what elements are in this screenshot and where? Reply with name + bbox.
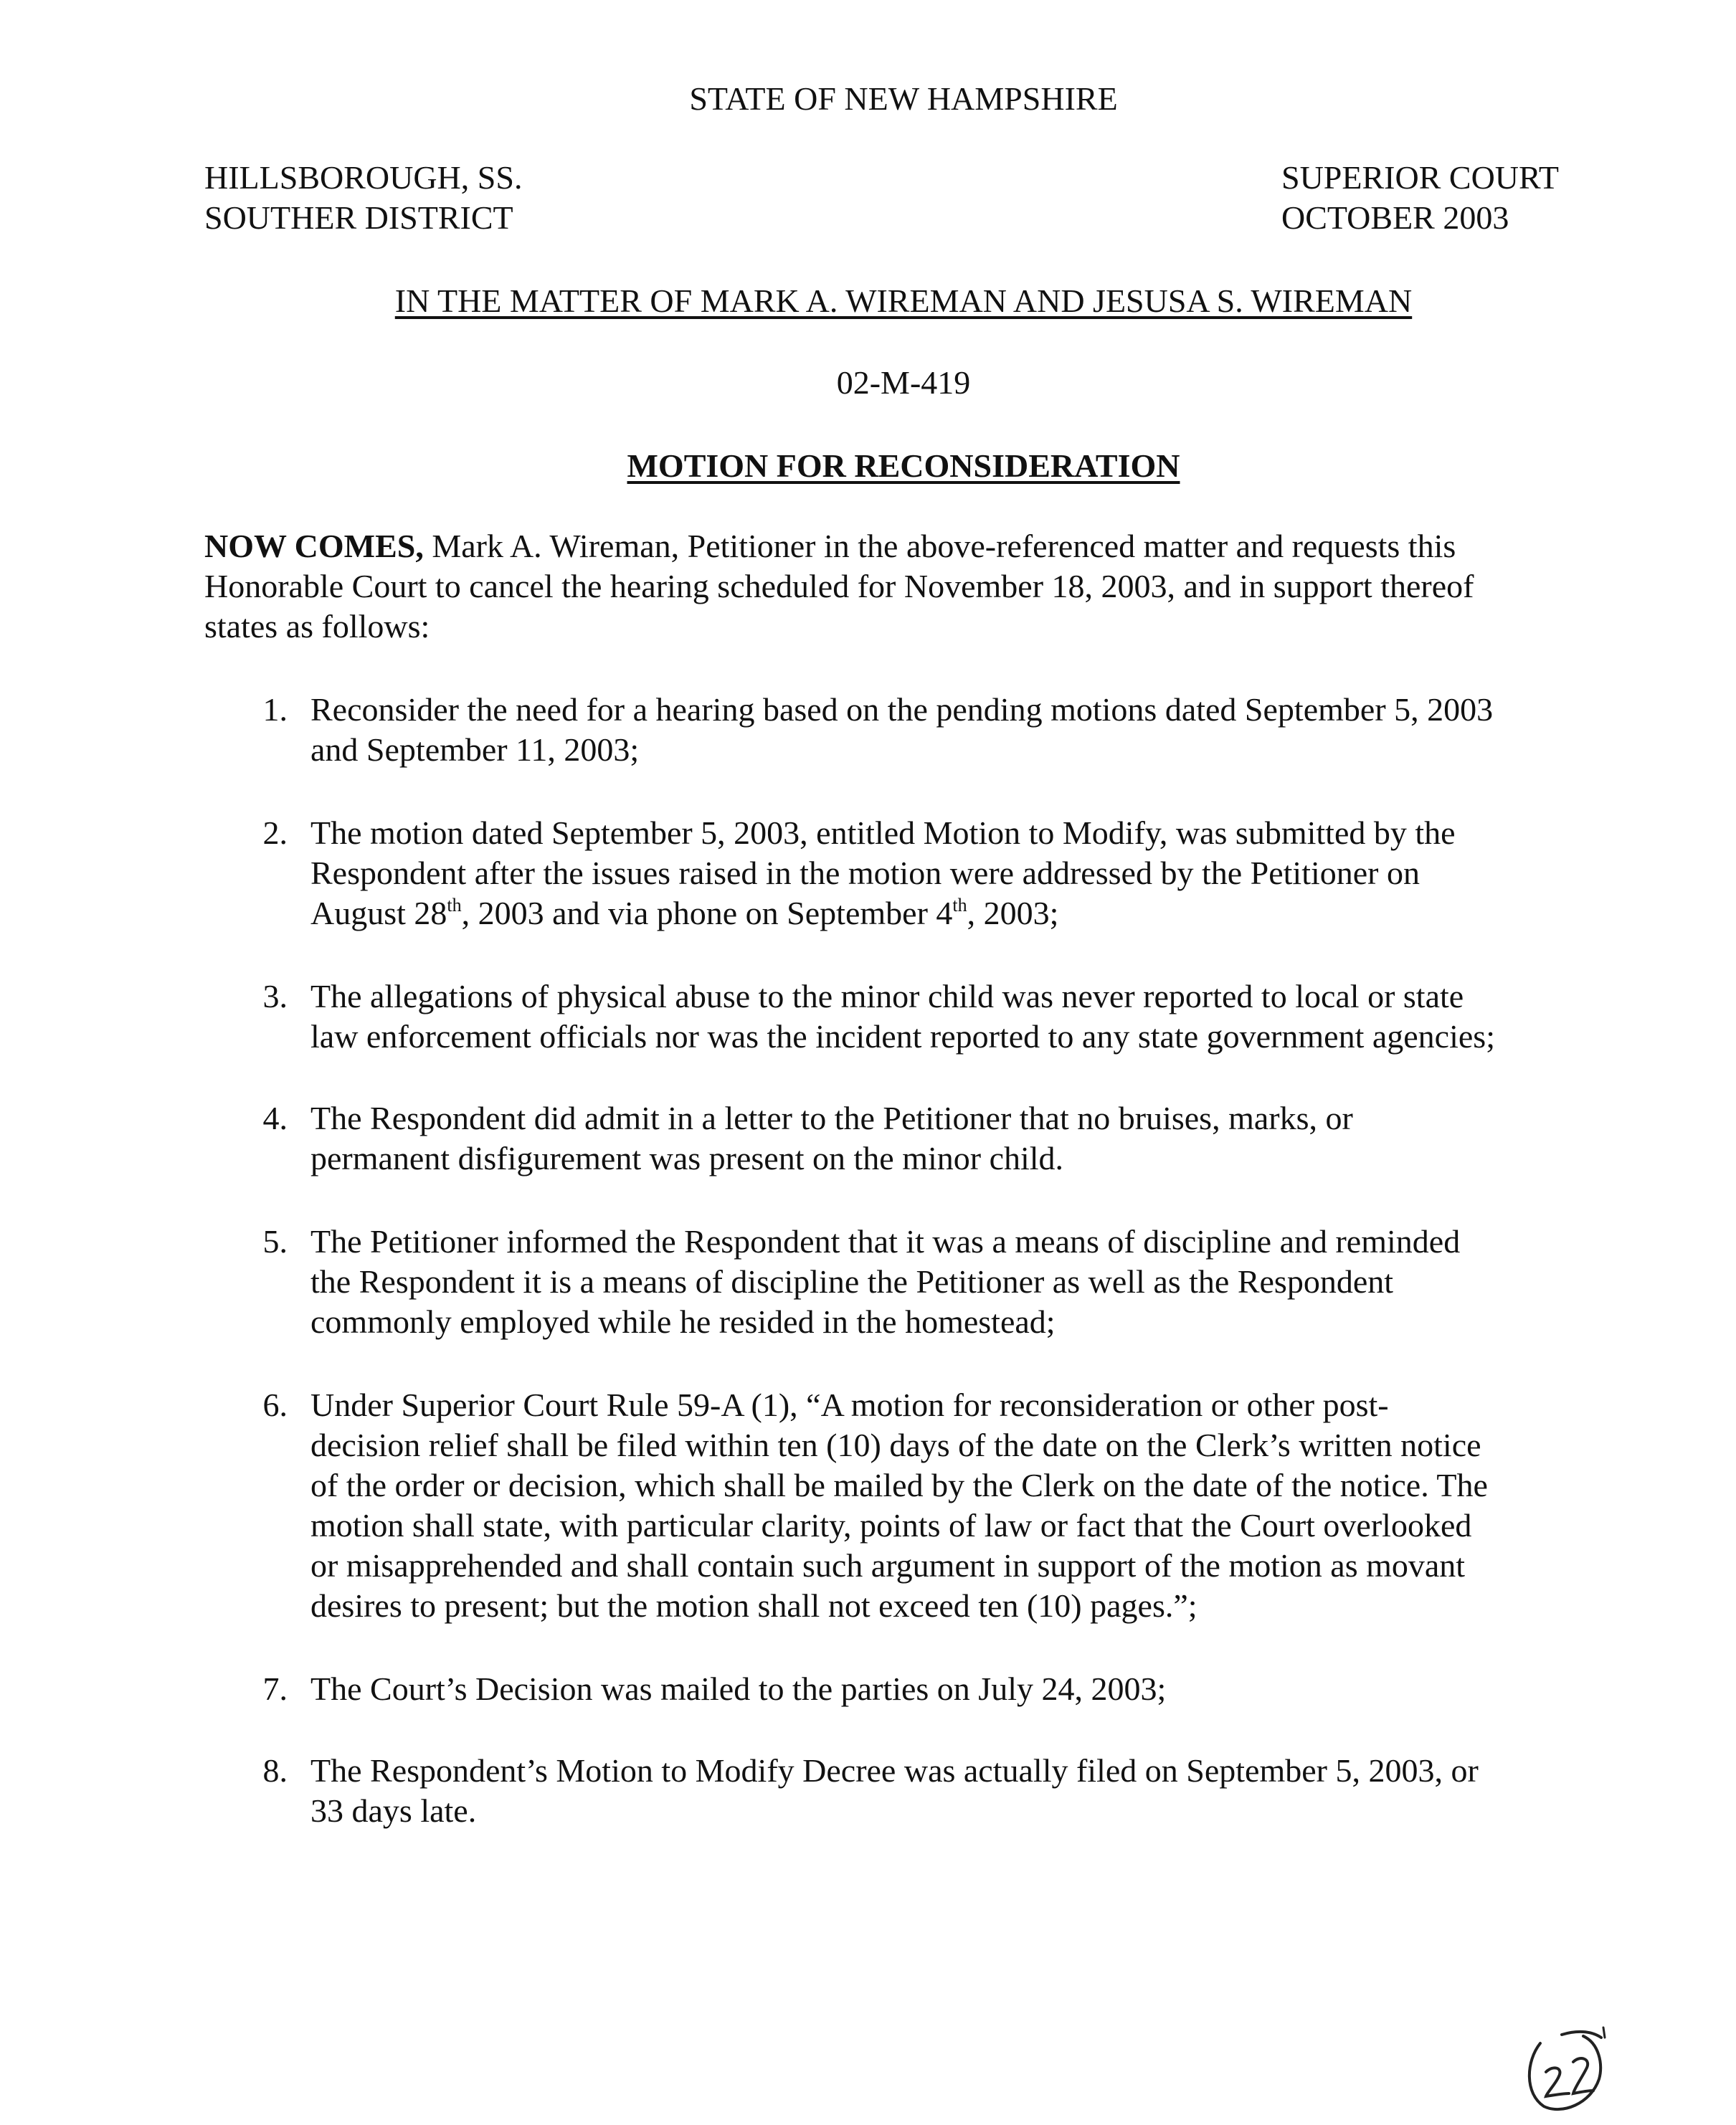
list-item-text xyxy=(310,1222,1605,1342)
list-item-number: 8. xyxy=(262,1752,288,1789)
handwritten-page-number xyxy=(1519,2022,1612,2115)
county-line: HILLSBOROUGH, SS. xyxy=(204,159,523,196)
intro-line-1: Mark A. Wireman, Petitioner in the above-referenced matter and requests this xyxy=(423,528,1456,564)
list-item-text xyxy=(310,1669,1605,1709)
list-item-line: motion shall state, with particular clarity, points of law or fact that the Court overlooked xyxy=(310,1507,1472,1544)
case-matter-title: IN THE MATTER OF MARK A. WIREMAN AND JESUSA S. WIREMAN xyxy=(394,282,1413,319)
list-item-number: 7. xyxy=(262,1670,288,1707)
list-item-line: commonly employed while he resided in the homestead; xyxy=(310,1303,1056,1340)
list-item-line: permanent disfigurement was present on the minor child. xyxy=(310,1140,1064,1176)
list-item-text xyxy=(310,1385,1605,1626)
list-item-line: the Respondent it is a means of discipline the Petitioner as well as the Respondent xyxy=(310,1263,1394,1300)
list-item-line: decision relief shall be filed within ten (10) days of the date on the Clerk’s written notice xyxy=(310,1427,1481,1463)
list-item-line: Under Superior Court Rule 59-A (1), “A motion for reconsideration or other post- xyxy=(310,1387,1389,1423)
court-line: SUPERIOR COURT xyxy=(1281,159,1560,196)
list-item-line: desires to present; but the motion shall not exceed ten (10) pages.”; xyxy=(310,1587,1197,1624)
list-item-text xyxy=(310,1098,1605,1179)
list-item-line: The allegations of physical abuse to the minor child was never reported to local or state xyxy=(310,978,1464,1014)
list-item-number: 6. xyxy=(262,1387,288,1423)
list-item-number: 3. xyxy=(262,978,288,1014)
court-caption xyxy=(1281,158,1559,238)
list-item-number: 4. xyxy=(262,1100,288,1136)
district-line: SOUTHER DISTRICT xyxy=(204,199,513,236)
list-item-number: 5. xyxy=(262,1223,288,1260)
list-item-number: 2. xyxy=(262,814,288,851)
list-item-line: The motion dated September 5, 2003, entitled Motion to Modify, was submitted by the xyxy=(310,814,1456,851)
list-item-line: and September 11, 2003; xyxy=(310,731,640,768)
date-text: , 2003 and via phone on September 4 xyxy=(461,895,953,931)
motion-title: MOTION FOR RECONSIDERATION xyxy=(627,447,1180,484)
list-item-text xyxy=(310,1751,1605,1831)
ordinal-suffix: th xyxy=(952,895,967,916)
county-caption xyxy=(204,158,522,238)
list-item-line: law enforcement officials nor was the incident reported to any state government agencies; xyxy=(310,1018,1495,1055)
list-item-line: The Respondent did admit in a letter to the Petitioner that no bruises, marks, or xyxy=(310,1100,1353,1136)
term-line: OCTOBER 2003 xyxy=(1281,199,1509,236)
list-item-line: The Court’s Decision was mailed to the parties on July 24, 2003; xyxy=(310,1670,1167,1707)
date-text: , 2003; xyxy=(967,895,1059,931)
ordinal-suffix: th xyxy=(447,895,462,916)
list-item-line: The Respondent’s Motion to Modify Decree was actually filed on September 5, 2003, or xyxy=(310,1752,1479,1789)
list-item-line: or misapprehended and shall contain such argument in support of the motion as movant xyxy=(310,1547,1466,1584)
list-item-text xyxy=(310,976,1605,1057)
state-heading: STATE OF NEW HAMPSHIRE xyxy=(689,80,1118,117)
list-item-text xyxy=(310,690,1605,770)
list-item-line: Respondent after the issues raised in the motion were addressed by the Petitioner on xyxy=(310,855,1420,891)
list-item-line: The Petitioner informed the Respondent that it was a means of discipline and reminded xyxy=(310,1223,1461,1260)
docket-number: 02-M-419 xyxy=(836,364,971,401)
list-item-line xyxy=(310,893,1605,933)
list-item-number: 1. xyxy=(262,691,288,728)
intro-line-2: Honorable Court to cancel the hearing scheduled for November 18, 2003, and in support thereof xyxy=(204,568,1474,604)
list-item-line: Reconsider the need for a hearing based on the pending motions dated September 5, 2003 xyxy=(310,691,1494,728)
intro-paragraph xyxy=(204,526,1595,647)
date-text: August 28 xyxy=(310,895,447,931)
list-item-line: of the order or decision, which shall be mailed by the Clerk on the date of the notice. The xyxy=(310,1467,1488,1503)
intro-lead: NOW COMES, xyxy=(204,528,424,564)
list-item-text xyxy=(310,813,1605,933)
intro-line-3: states as follows: xyxy=(204,608,430,645)
list-item-line: 33 days late. xyxy=(310,1792,477,1829)
